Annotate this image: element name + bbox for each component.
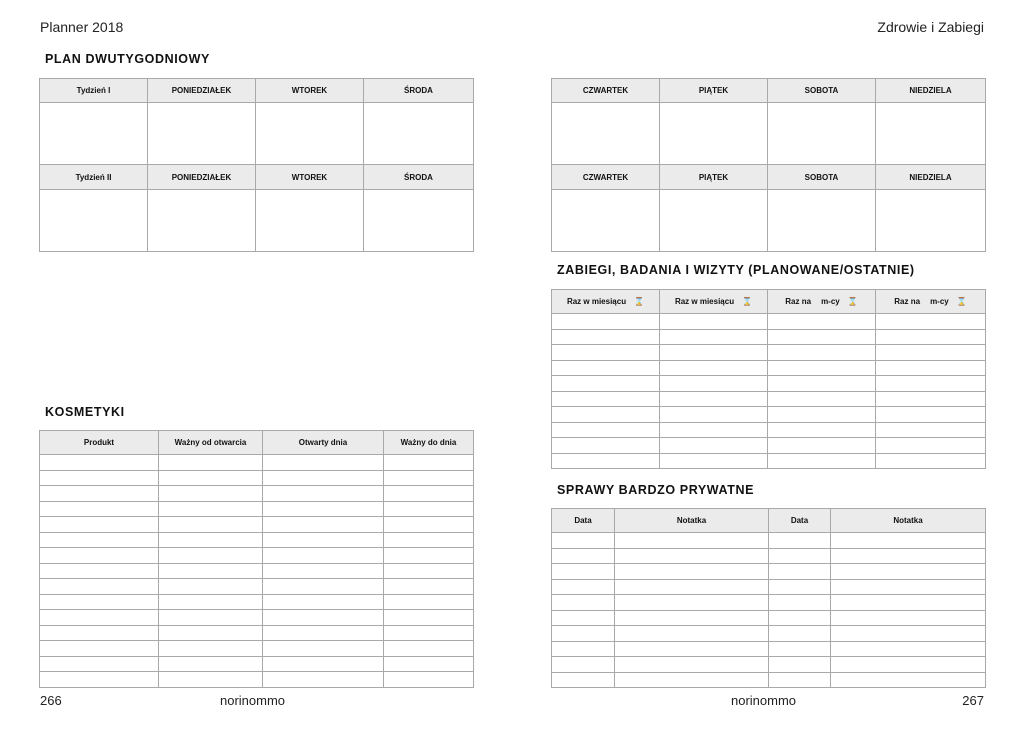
table-cell[interactable] — [384, 672, 474, 688]
table-cell[interactable] — [615, 548, 769, 564]
column-header: Ważny do dnia — [384, 431, 474, 455]
table-cell[interactable] — [769, 579, 831, 595]
table-cell[interactable] — [159, 610, 263, 626]
column-header: Data — [769, 509, 831, 533]
table-row — [552, 422, 986, 438]
table-row — [552, 391, 986, 407]
plan-table-left — [39, 78, 474, 252]
table-cell[interactable] — [552, 672, 615, 688]
table-row — [552, 626, 986, 642]
table-row — [552, 360, 986, 376]
table-cell[interactable] — [660, 345, 768, 361]
plan-cell[interactable] — [364, 190, 474, 252]
table-cell[interactable] — [384, 548, 474, 564]
table-cell[interactable] — [769, 672, 831, 688]
table-row — [552, 376, 986, 392]
plan-cell[interactable] — [876, 103, 986, 165]
table-row — [552, 533, 986, 549]
table-cell[interactable] — [159, 563, 263, 579]
table-cell[interactable] — [263, 656, 384, 672]
table-cell[interactable] — [552, 376, 660, 392]
day-header: WTOREK — [256, 79, 364, 103]
table-cell[interactable] — [159, 532, 263, 548]
table-row — [552, 657, 986, 673]
table-row — [40, 532, 474, 548]
table-cell[interactable] — [831, 579, 986, 595]
table-cell[interactable] — [660, 314, 768, 330]
table-cell[interactable] — [876, 438, 986, 454]
table-cell[interactable] — [384, 656, 474, 672]
table-cell[interactable] — [660, 438, 768, 454]
table-cell[interactable] — [263, 672, 384, 688]
table-row — [552, 641, 986, 657]
table-cell[interactable] — [40, 455, 159, 471]
table-cell[interactable] — [552, 345, 660, 361]
table-cell[interactable] — [263, 625, 384, 641]
table-cell[interactable] — [384, 579, 474, 595]
table-row — [552, 548, 986, 564]
table-cell[interactable] — [159, 455, 263, 471]
table-cell[interactable] — [384, 470, 474, 486]
table-row — [552, 407, 986, 423]
table-cell[interactable] — [876, 360, 986, 376]
plan-cell[interactable] — [40, 103, 148, 165]
plan-cell[interactable] — [364, 103, 474, 165]
table-row — [40, 610, 474, 626]
table-row — [40, 517, 474, 533]
frequency-header: Raz na m-cy ⌛ — [768, 290, 876, 314]
table-cell[interactable] — [831, 672, 986, 688]
table-cell[interactable] — [384, 625, 474, 641]
table-row — [552, 453, 986, 469]
table-row — [552, 345, 986, 361]
day-header: SOBOTA — [768, 79, 876, 103]
table-cell[interactable] — [263, 501, 384, 517]
hourglass-icon: ⌛ — [956, 297, 967, 306]
table-cell[interactable] — [831, 595, 986, 611]
table-cell[interactable] — [831, 548, 986, 564]
column-header: Produkt — [40, 431, 159, 455]
table-cell[interactable] — [768, 376, 876, 392]
table-cell[interactable] — [768, 314, 876, 330]
table-cell[interactable] — [552, 595, 615, 611]
brand-right: norinommo — [731, 693, 797, 708]
table-row — [40, 594, 474, 610]
plan-cell[interactable] — [552, 190, 660, 252]
table-cell[interactable] — [263, 548, 384, 564]
table-cell[interactable] — [263, 517, 384, 533]
table-cell[interactable] — [40, 594, 159, 610]
page-number-left: 266 — [40, 693, 62, 708]
table-cell[interactable] — [552, 657, 615, 673]
table-row — [40, 579, 474, 595]
table-cell[interactable] — [40, 579, 159, 595]
table-cell[interactable] — [263, 610, 384, 626]
table-cell[interactable] — [615, 564, 769, 580]
plan-cell[interactable] — [768, 190, 876, 252]
zabiegi-title: ZABIEGI, BADANIA I WIZYTY (PLANOWANE/OSTATNIE) — [557, 263, 915, 277]
table-cell[interactable] — [40, 501, 159, 517]
table-cell[interactable] — [876, 391, 986, 407]
table-cell[interactable] — [615, 672, 769, 688]
table-cell[interactable] — [552, 579, 615, 595]
table-cell[interactable] — [768, 329, 876, 345]
table-cell[interactable] — [159, 501, 263, 517]
plan-cell[interactable] — [256, 103, 364, 165]
frequency-header: Raz w miesiącu ⌛ — [552, 290, 660, 314]
table-row — [552, 672, 986, 688]
table-row — [40, 641, 474, 657]
table-row — [40, 486, 474, 502]
day-header: WTOREK — [256, 165, 364, 190]
frequency-header: Raz na m-cy ⌛ — [876, 290, 986, 314]
table-cell[interactable] — [831, 564, 986, 580]
table-cell[interactable] — [552, 422, 660, 438]
table-cell[interactable] — [40, 672, 159, 688]
table-cell[interactable] — [769, 626, 831, 642]
table-cell[interactable] — [40, 548, 159, 564]
day-header: CZWARTEK — [552, 165, 660, 190]
table-cell[interactable] — [384, 594, 474, 610]
day-header: ŚRODA — [364, 165, 474, 190]
kosmetyki-table — [39, 430, 474, 688]
table-cell[interactable] — [660, 453, 768, 469]
table-cell[interactable] — [876, 453, 986, 469]
table-cell[interactable] — [615, 657, 769, 673]
table-row — [40, 455, 474, 471]
plan-cell[interactable] — [552, 103, 660, 165]
column-header: Data — [552, 509, 615, 533]
table-cell[interactable] — [159, 486, 263, 502]
table-cell[interactable] — [552, 360, 660, 376]
plan-title: PLAN DWUTYGODNIOWY — [45, 52, 210, 66]
table-cell[interactable] — [263, 532, 384, 548]
table-cell[interactable] — [263, 594, 384, 610]
table-cell[interactable] — [615, 641, 769, 657]
table-row — [552, 314, 986, 330]
table-cell[interactable] — [615, 626, 769, 642]
table-row — [40, 625, 474, 641]
table-row — [552, 564, 986, 580]
table-cell[interactable] — [263, 470, 384, 486]
day-header: PIĄTEK — [660, 79, 768, 103]
table-cell[interactable] — [660, 422, 768, 438]
brand-left: norinommo — [220, 693, 286, 708]
table-cell[interactable] — [159, 579, 263, 595]
table-cell[interactable] — [769, 533, 831, 549]
table-cell[interactable] — [552, 407, 660, 423]
table-cell[interactable] — [384, 517, 474, 533]
table-cell[interactable] — [876, 345, 986, 361]
table-cell[interactable] — [552, 641, 615, 657]
day-header: ŚRODA — [364, 79, 474, 103]
table-cell[interactable] — [831, 626, 986, 642]
table-cell[interactable] — [40, 517, 159, 533]
kosmetyki-title: KOSMETYKI — [45, 405, 125, 419]
zabiegi-table — [551, 289, 986, 469]
plan-cell[interactable] — [660, 190, 768, 252]
table-cell[interactable] — [768, 391, 876, 407]
table-cell[interactable] — [769, 641, 831, 657]
day-header: NIEDZIELA — [876, 79, 986, 103]
table-cell[interactable] — [660, 391, 768, 407]
table-cell[interactable] — [263, 486, 384, 502]
plan-cell[interactable] — [660, 103, 768, 165]
plan-cell[interactable] — [256, 190, 364, 252]
table-cell[interactable] — [384, 532, 474, 548]
table-cell[interactable] — [876, 376, 986, 392]
table-cell[interactable] — [40, 470, 159, 486]
day-header: NIEDZIELA — [876, 165, 986, 190]
table-cell[interactable] — [40, 625, 159, 641]
table-cell[interactable] — [384, 641, 474, 657]
hourglass-icon: ⌛ — [634, 297, 645, 306]
table-row — [40, 672, 474, 688]
table-cell[interactable] — [159, 656, 263, 672]
table-cell[interactable] — [615, 610, 769, 626]
table-cell[interactable] — [384, 563, 474, 579]
table-cell[interactable] — [40, 486, 159, 502]
table-cell[interactable] — [660, 329, 768, 345]
table-cell[interactable] — [263, 641, 384, 657]
table-cell[interactable] — [40, 656, 159, 672]
table-cell[interactable] — [769, 657, 831, 673]
table-cell[interactable] — [159, 548, 263, 564]
table-cell[interactable] — [384, 610, 474, 626]
week2-label: Tydzień II — [40, 165, 148, 190]
table-cell[interactable] — [384, 455, 474, 471]
column-header: Notatka — [615, 509, 769, 533]
table-cell[interactable] — [768, 360, 876, 376]
table-cell[interactable] — [831, 657, 986, 673]
table-cell[interactable] — [552, 610, 615, 626]
table-cell[interactable] — [769, 610, 831, 626]
prywatne-table — [551, 508, 986, 688]
table-cell[interactable] — [769, 595, 831, 611]
table-cell[interactable] — [263, 579, 384, 595]
table-cell[interactable] — [831, 533, 986, 549]
table-cell[interactable] — [876, 407, 986, 423]
table-cell[interactable] — [40, 610, 159, 626]
table-cell[interactable] — [769, 564, 831, 580]
table-cell[interactable] — [552, 564, 615, 580]
table-row — [40, 470, 474, 486]
table-cell[interactable] — [159, 672, 263, 688]
table-cell[interactable] — [660, 360, 768, 376]
column-header: Notatka — [831, 509, 986, 533]
table-cell[interactable] — [552, 329, 660, 345]
table-row — [40, 656, 474, 672]
table-cell[interactable] — [660, 376, 768, 392]
table-row — [40, 548, 474, 564]
table-cell[interactable] — [831, 610, 986, 626]
table-cell[interactable] — [159, 517, 263, 533]
plan-table-right — [551, 78, 986, 252]
table-cell[interactable] — [831, 641, 986, 657]
day-header: SOBOTA — [768, 165, 876, 190]
table-cell[interactable] — [552, 314, 660, 330]
plan-cell[interactable] — [40, 190, 148, 252]
table-cell[interactable] — [159, 594, 263, 610]
table-cell[interactable] — [552, 391, 660, 407]
day-header: PONIEDZIAŁEK — [148, 165, 256, 190]
table-row — [552, 329, 986, 345]
plan-cell[interactable] — [148, 103, 256, 165]
table-row — [40, 501, 474, 517]
table-cell[interactable] — [660, 407, 768, 423]
table-row — [552, 595, 986, 611]
table-cell[interactable] — [552, 533, 615, 549]
table-cell[interactable] — [768, 438, 876, 454]
table-cell[interactable] — [159, 641, 263, 657]
table-cell[interactable] — [768, 453, 876, 469]
table-cell[interactable] — [552, 453, 660, 469]
table-cell[interactable] — [876, 314, 986, 330]
table-cell[interactable] — [768, 407, 876, 423]
table-cell[interactable] — [768, 422, 876, 438]
section-heading: Zdrowie i Zabiegi — [877, 19, 984, 35]
table-cell[interactable] — [40, 532, 159, 548]
day-header: PONIEDZIAŁEK — [148, 79, 256, 103]
table-cell[interactable] — [263, 563, 384, 579]
table-cell[interactable] — [615, 595, 769, 611]
table-row — [40, 563, 474, 579]
planner-title: Planner 2018 — [40, 19, 124, 35]
table-cell[interactable] — [384, 486, 474, 502]
table-cell[interactable] — [876, 422, 986, 438]
table-row — [552, 579, 986, 595]
table-cell[interactable] — [159, 625, 263, 641]
table-cell[interactable] — [876, 329, 986, 345]
table-cell[interactable] — [552, 626, 615, 642]
table-cell[interactable] — [552, 438, 660, 454]
hourglass-icon: ⌛ — [847, 297, 858, 306]
table-cell[interactable] — [768, 345, 876, 361]
hourglass-icon: ⌛ — [742, 297, 753, 306]
table-cell[interactable] — [615, 533, 769, 549]
column-header: Otwarty dnia — [263, 431, 384, 455]
table-row — [552, 438, 986, 454]
table-cell[interactable] — [159, 470, 263, 486]
plan-cell[interactable] — [876, 190, 986, 252]
table-cell[interactable] — [263, 455, 384, 471]
page-number-right: 267 — [962, 693, 984, 708]
table-row — [552, 610, 986, 626]
plan-cell[interactable] — [148, 190, 256, 252]
day-header: PIĄTEK — [660, 165, 768, 190]
day-header: CZWARTEK — [552, 79, 660, 103]
table-cell[interactable] — [615, 579, 769, 595]
table-cell[interactable] — [40, 641, 159, 657]
column-header: Ważny od otwarcia — [159, 431, 263, 455]
week1-label: Tydzień I — [40, 79, 148, 103]
table-cell[interactable] — [552, 548, 615, 564]
prywatne-title: SPRAWY BARDZO PRYWATNE — [557, 483, 755, 497]
table-cell[interactable] — [40, 563, 159, 579]
table-cell[interactable] — [384, 501, 474, 517]
table-cell[interactable] — [769, 548, 831, 564]
plan-cell[interactable] — [768, 103, 876, 165]
frequency-header: Raz w miesiącu ⌛ — [660, 290, 768, 314]
